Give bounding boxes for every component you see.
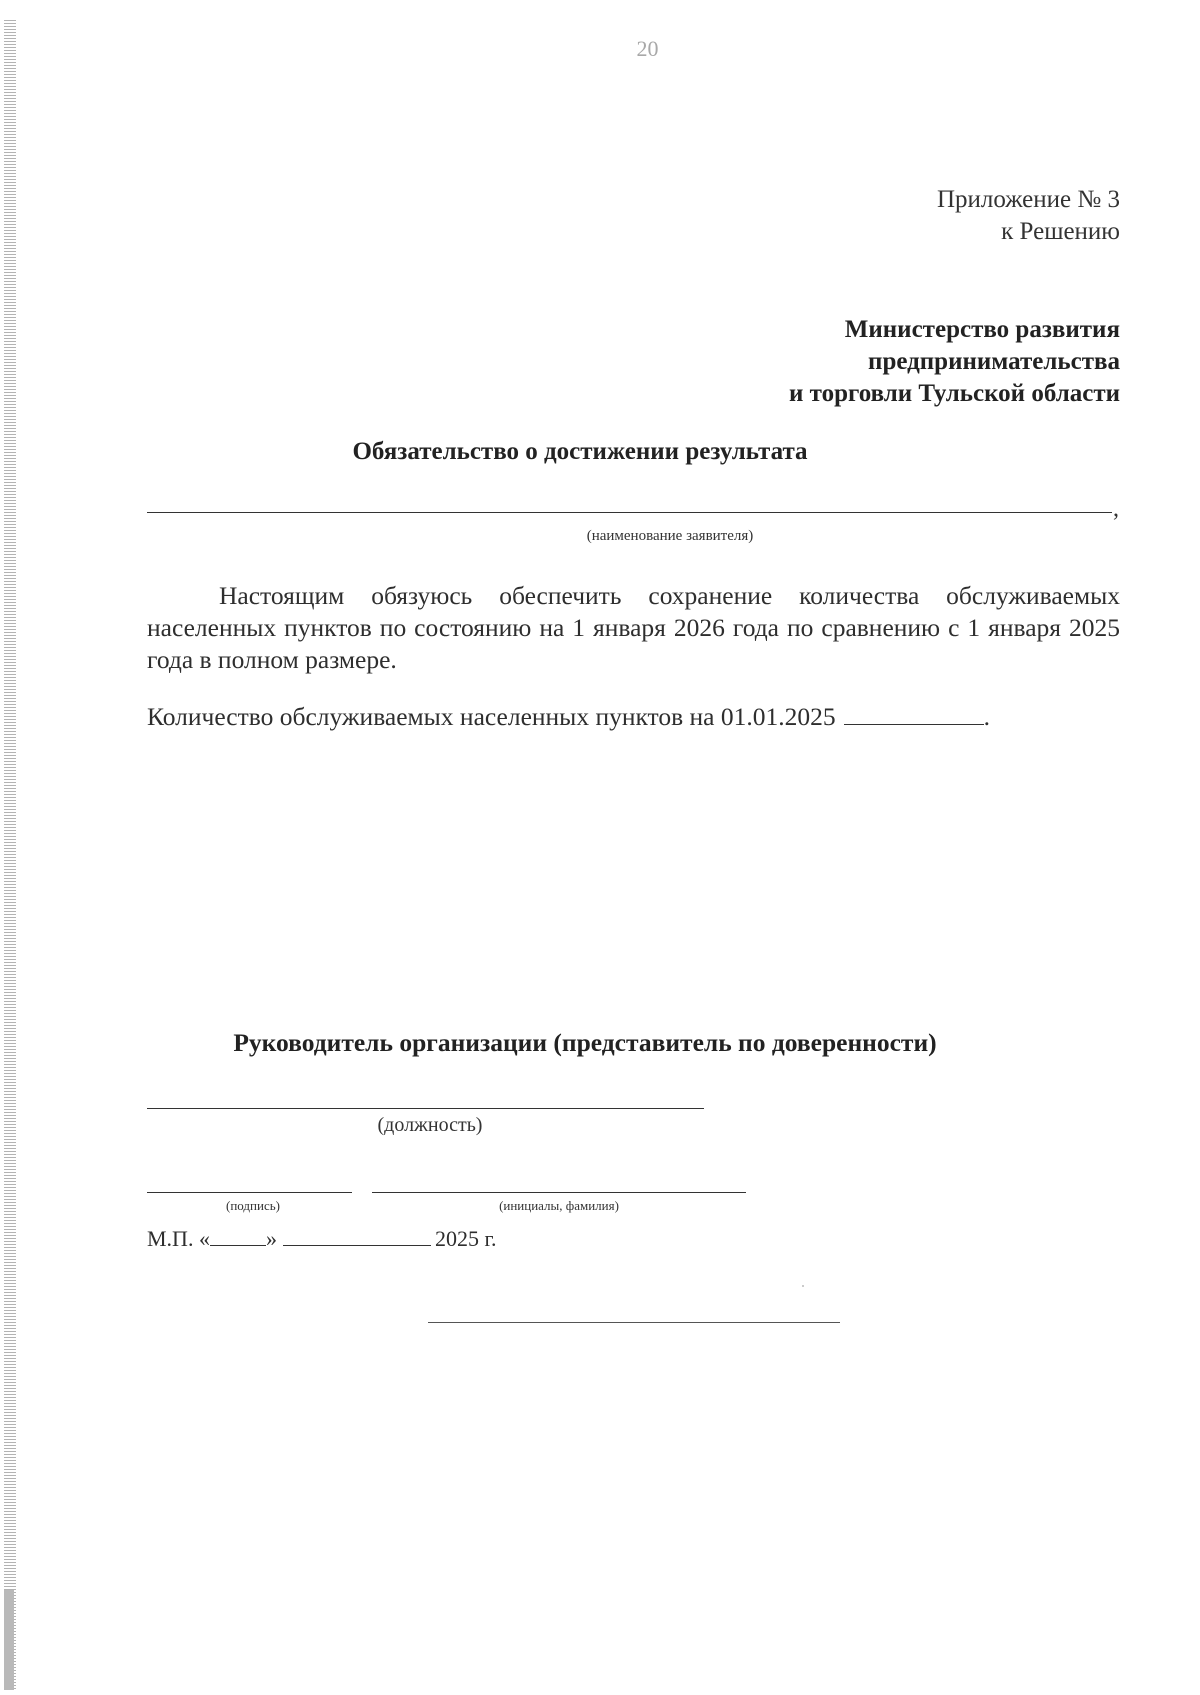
signature-caption: (подпись) xyxy=(226,1198,280,1213)
stamp-close-quote: » xyxy=(265,1226,277,1251)
page-number: 20 xyxy=(636,36,659,61)
position-caption: (должность) xyxy=(377,1114,483,1136)
stamp-date-line xyxy=(147,1226,497,1252)
initials-field xyxy=(372,1192,746,1193)
day-blank xyxy=(210,1227,266,1246)
appendix-number: Приложение № 3 xyxy=(936,186,1120,213)
applicant-name-field xyxy=(147,512,1112,513)
scan-speck xyxy=(802,1285,804,1287)
stamp-year: 2025 г. xyxy=(434,1226,497,1251)
month-blank xyxy=(283,1227,431,1246)
obligation-paragraph: Настоящим обязуюсь обеспечить сохранение количества обслуживаемых населенных пунктов по состоянию на 1 января 2026 года по сравнению с 1 января 2025 года в полном размере. xyxy=(147,581,1120,674)
signature-field xyxy=(147,1192,352,1193)
addressee-line-1: Министерство развития xyxy=(844,316,1120,343)
document-title: Обязательство о достижении результата xyxy=(352,438,808,465)
settlements-count-blank xyxy=(844,702,984,725)
addressee-line-2: предпринимательства xyxy=(868,348,1120,375)
applicant-trailing-comma: , xyxy=(1113,496,1119,522)
applicant-caption: (наименование заявителя) xyxy=(586,528,754,544)
appendix-header xyxy=(937,184,1120,248)
appendix-reference: к Решению xyxy=(1001,218,1120,245)
addressee-block xyxy=(789,314,1120,410)
settlements-count-line xyxy=(147,702,990,732)
position-field xyxy=(147,1108,704,1109)
scan-edge-shadow xyxy=(4,1590,14,1690)
addressee-line-3: и торговли Тульской области xyxy=(788,380,1120,407)
bottom-divider-line xyxy=(428,1322,840,1323)
settlements-count-period: . xyxy=(983,702,990,731)
signer-title: Руководитель организации (представитель по доверенности) xyxy=(233,1028,937,1057)
initials-caption: (инициалы, фамилия) xyxy=(499,1198,619,1213)
settlements-count-label: Количество обслуживаемых населенных пунктов на 01.01.2025 xyxy=(147,702,836,731)
scan-edge-artifact xyxy=(4,20,16,1690)
stamp-prefix: М.П. « xyxy=(147,1226,210,1251)
